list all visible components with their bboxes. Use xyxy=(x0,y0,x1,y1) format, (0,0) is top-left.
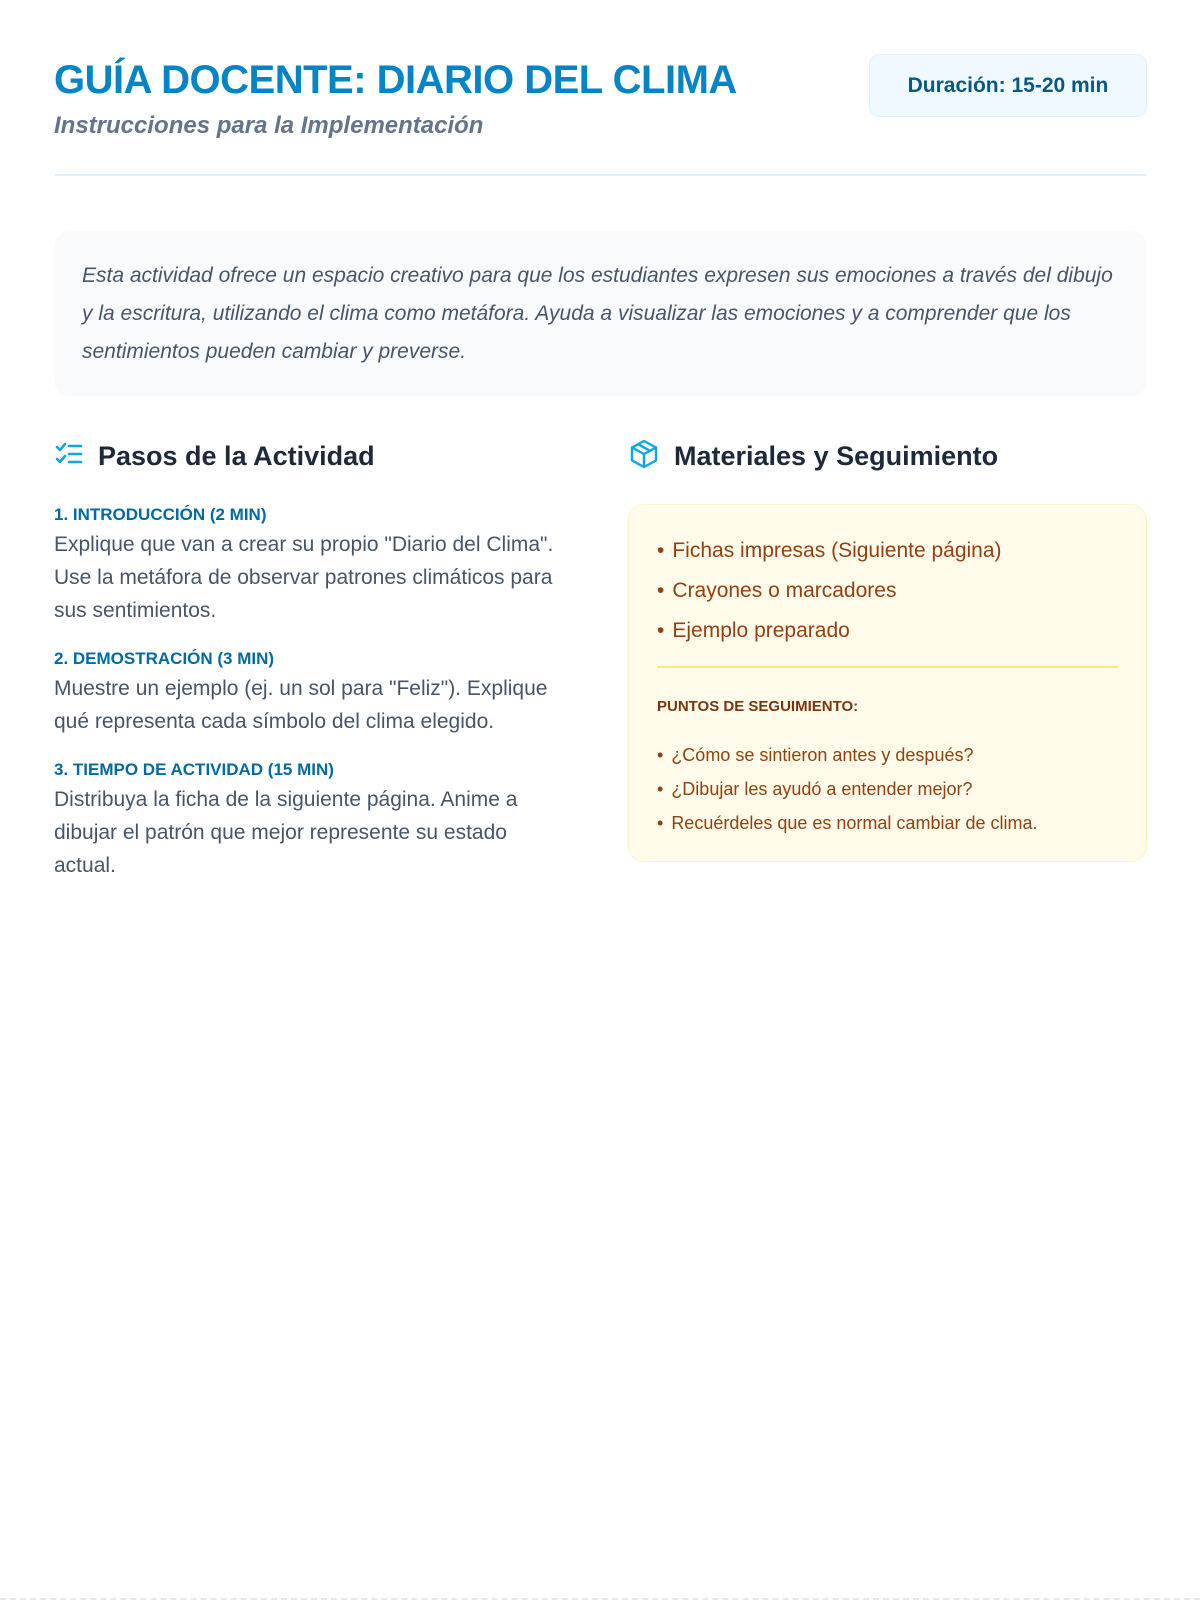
page-subtitle: Instrucciones para la Implementación xyxy=(54,112,484,139)
followup-item: • Recuérdeles que es normal cambiar de clima. xyxy=(657,813,1038,833)
materials-box xyxy=(628,504,1147,862)
intro-text: Esta actividad ofrece un espacio creativo para que los estudiantes expresen sus emociones a través del dibujo y la escritura, utilizando el clima como metáfora. Ayuda a visualizar las emociones y a comprender que los sentimientos pueden cambiar y preverse. xyxy=(82,264,1113,363)
materials-column xyxy=(628,436,1147,862)
teacher-guide-page xyxy=(54,0,1147,877)
step-title: 1. INTRODUCCIÓN (2 MIN) xyxy=(54,505,267,524)
duration-badge: Duración: 15-20 min xyxy=(869,54,1147,117)
step-item xyxy=(54,648,564,738)
materials-heading: Materiales y Seguimiento xyxy=(674,440,999,471)
steps-heading-row xyxy=(54,436,564,476)
step-item xyxy=(54,759,564,882)
page-header xyxy=(54,0,1147,176)
followup-item: • ¿Dibujar les ayudó a entender mejor? xyxy=(657,779,973,799)
intro-box xyxy=(54,231,1147,396)
step-title: 2. DEMOSTRACIÓN (3 MIN) xyxy=(54,649,275,668)
steps-list xyxy=(54,504,564,882)
step-text: Muestre un ejemplo (ej. un sol para "Feliz"). Explique qué representa cada símbolo del clima elegido. xyxy=(54,677,548,733)
step-text: Explique que van a crear su propio "Diario del Clima". Use la metáfora de observar patrones climáticos para sus sentimientos. xyxy=(54,533,554,622)
checklist-icon xyxy=(54,439,84,474)
step-item xyxy=(54,504,564,627)
step-title: 3. TIEMPO DE ACTIVIDAD (15 MIN) xyxy=(54,760,334,779)
material-item: • Crayones o marcadores xyxy=(657,579,897,602)
materials-divider xyxy=(657,666,1118,668)
step-text: Distribuya la ficha de la siguiente página. Anime a dibujar el patrón que mejor represente su estado actual. xyxy=(54,788,518,877)
followup-heading: PUNTOS DE SEGUIMIENTO: xyxy=(657,698,859,715)
box-icon xyxy=(628,438,660,475)
steps-column xyxy=(54,436,564,903)
steps-heading: Pasos de la Actividad xyxy=(98,440,375,471)
material-item: • Ejemplo preparado xyxy=(657,619,850,642)
materials-heading-row xyxy=(628,436,1147,476)
page-title: GUÍA DOCENTE: DIARIO DEL CLIMA xyxy=(54,58,737,102)
material-item: • Fichas impresas (Siguiente página) xyxy=(657,539,1002,562)
followup-item: • ¿Cómo se sintieron antes y después? xyxy=(657,745,974,765)
